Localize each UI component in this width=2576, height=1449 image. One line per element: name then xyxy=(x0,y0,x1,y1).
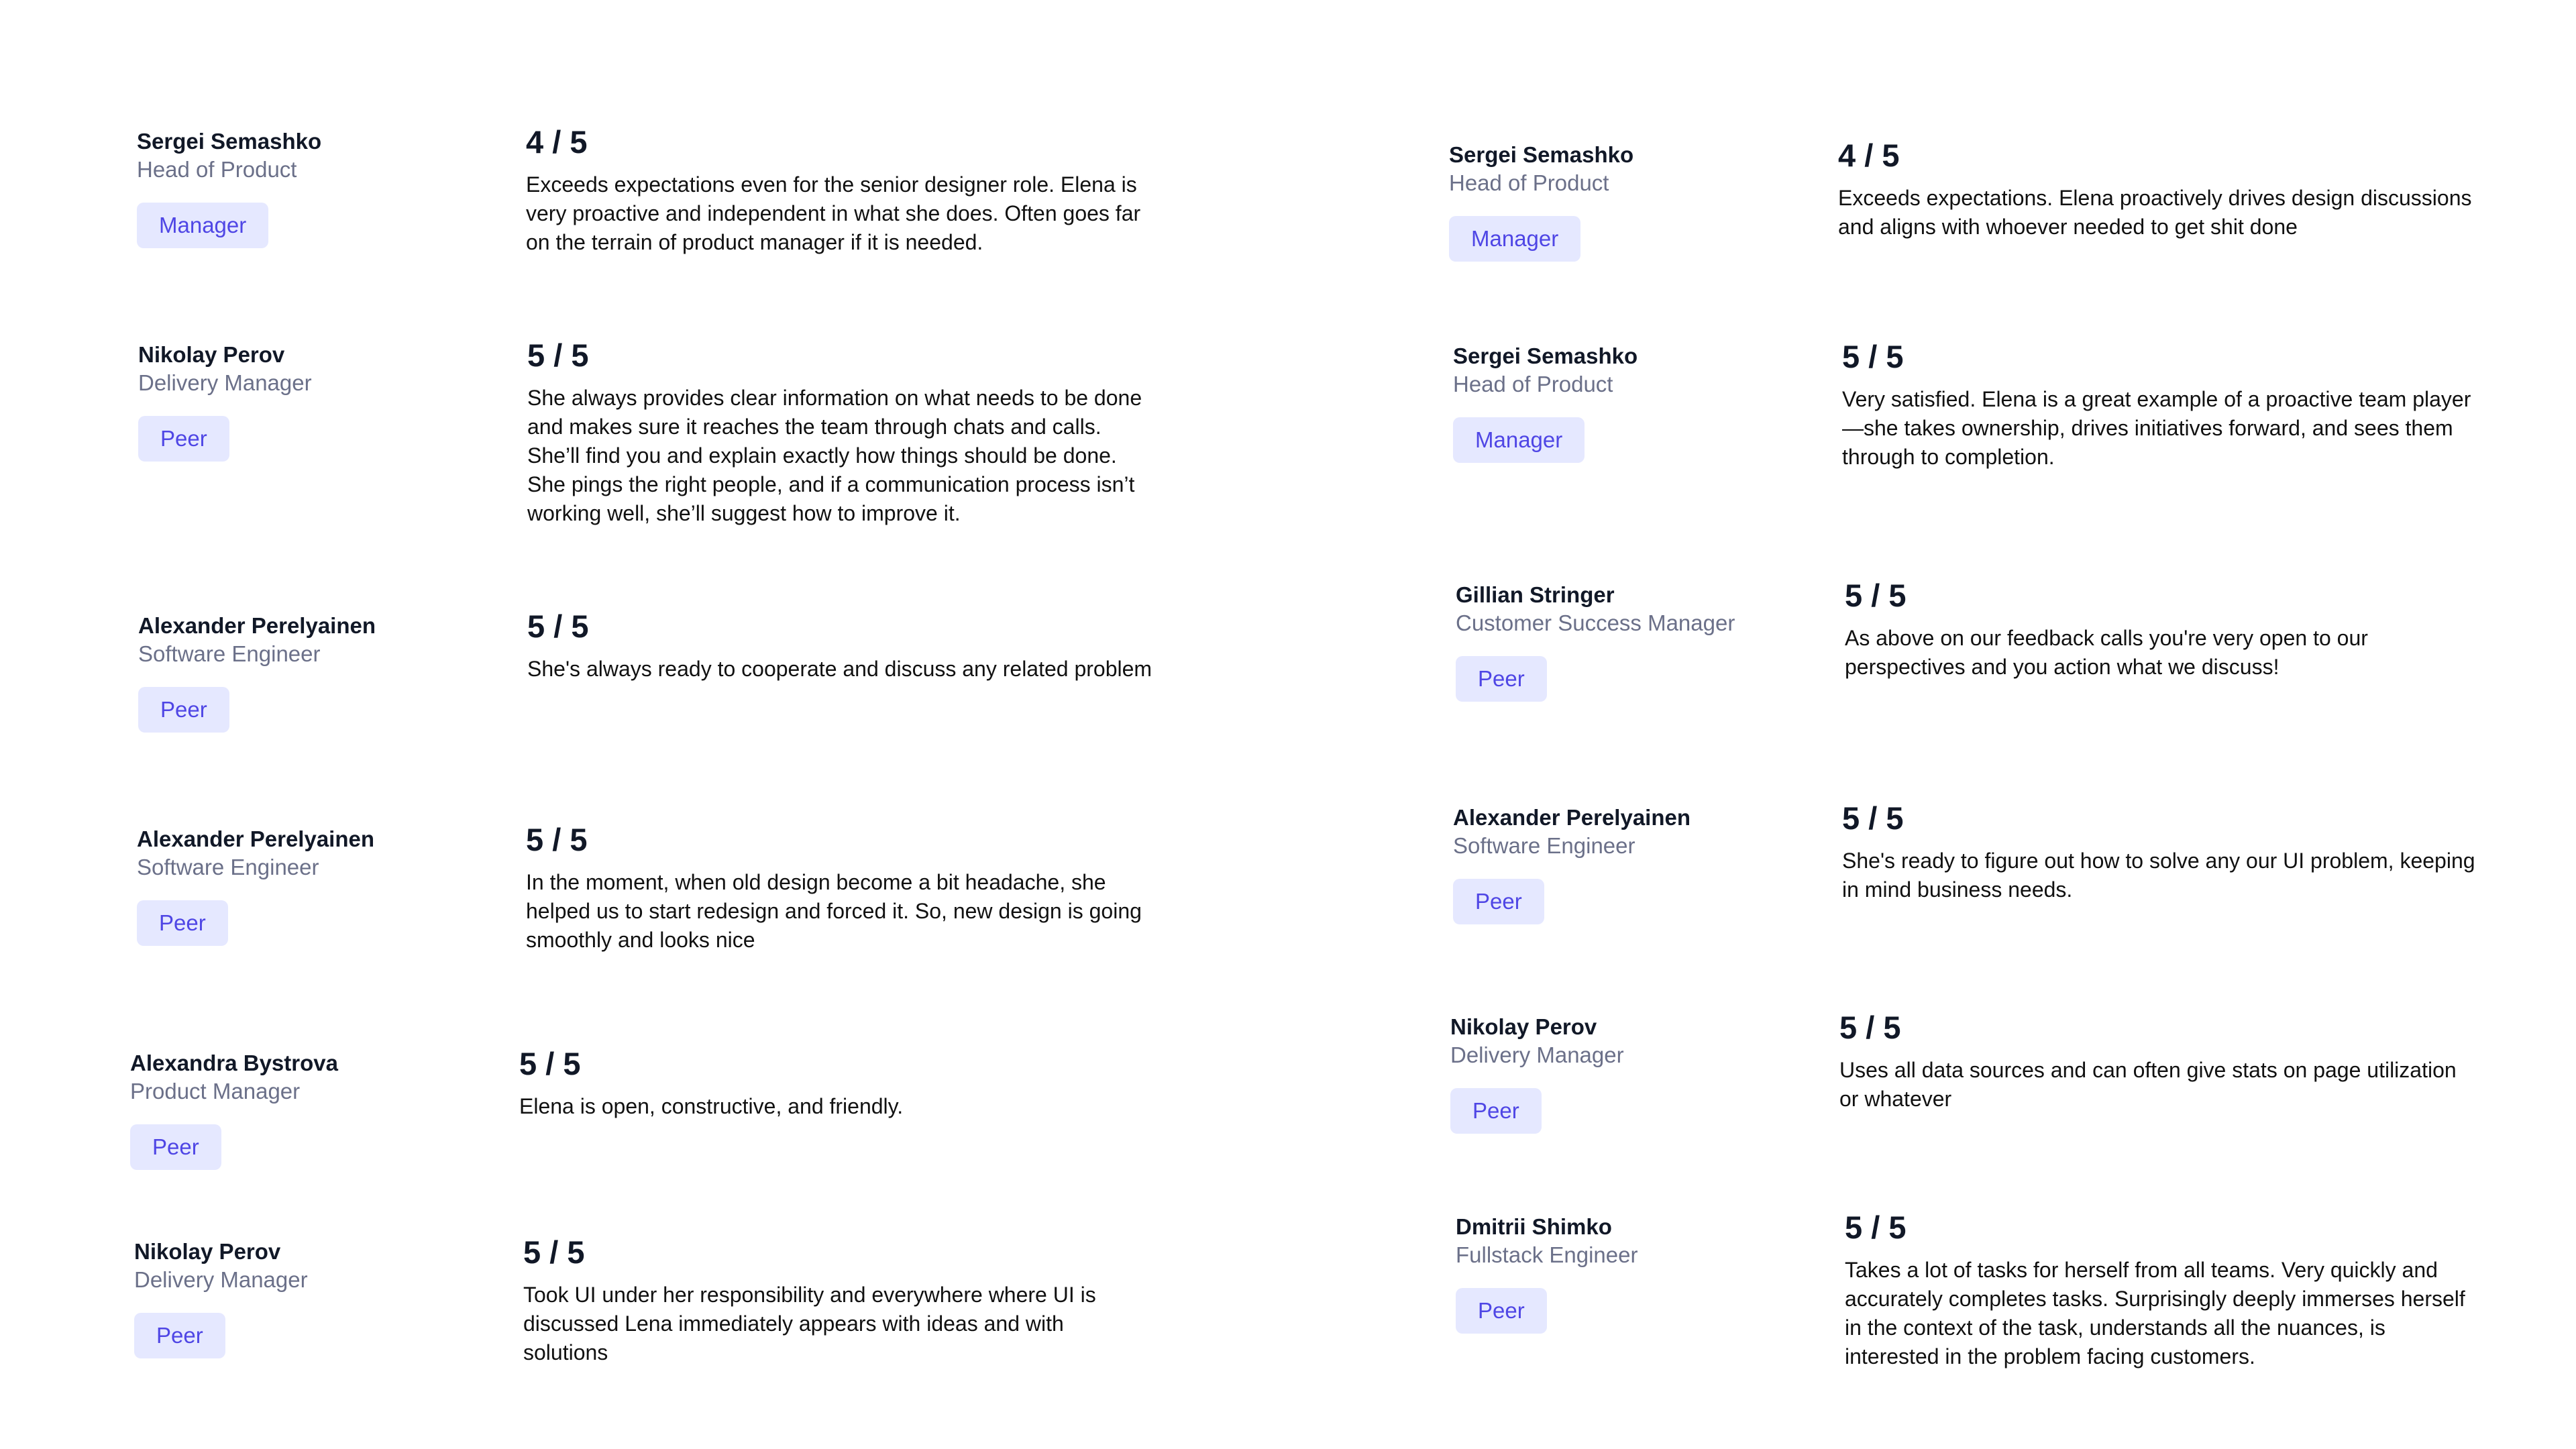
reviewer-name: Nikolay Perov xyxy=(138,342,285,367)
review-score: 5 / 5 xyxy=(1842,339,1904,374)
reviewer-name: Sergei Semashko xyxy=(1453,343,1638,368)
review-score: 4 / 5 xyxy=(526,124,588,160)
reviewer-role: Head of Product xyxy=(137,157,297,182)
reviewer-name: Sergei Semashko xyxy=(1449,142,1634,167)
review-score: 5 / 5 xyxy=(1839,1010,1901,1045)
relation-badge: Peer xyxy=(1456,656,1547,702)
review-score: 5 / 5 xyxy=(519,1046,581,1081)
reviewer-role: Customer Success Manager xyxy=(1456,610,1735,635)
reviewer-role: Delivery Manager xyxy=(1450,1042,1624,1067)
reviewer-role: Software Engineer xyxy=(138,641,321,666)
reviewer-name: Alexander Perelyainen xyxy=(138,613,376,638)
review-feedback xyxy=(1839,1010,2477,1114)
reviewer-info xyxy=(138,612,474,733)
relation-badge: Peer xyxy=(130,1124,221,1170)
relation-badge: Peer xyxy=(1450,1088,1542,1134)
review-comment: Uses all data sources and can often give stats on page utilization or whatever xyxy=(1839,1058,2457,1111)
review-comment: Very satisfied. Elena is a great example of a proactive team player—she takes ownership, drives initiatives forward, and sees them through to completion. xyxy=(1842,387,2471,469)
review-score: 5 / 5 xyxy=(1845,1210,1907,1245)
reviewer-name: Nikolay Perov xyxy=(1450,1014,1597,1039)
reviewer-role: Delivery Manager xyxy=(138,370,312,395)
reviewer-name: Nikolay Perov xyxy=(134,1239,281,1264)
reviewer-info xyxy=(137,825,472,946)
review-comment: Exceeds expectations. Elena proactively drives design discussions and aligns with whoever needed to get shit done xyxy=(1838,186,2472,239)
relation-badge: Peer xyxy=(134,1313,225,1358)
relation-badge: Manager xyxy=(137,203,268,248)
reviewer-name: Dmitrii Shimko xyxy=(1456,1214,1612,1239)
review-feedback xyxy=(526,822,1157,955)
review-score: 5 / 5 xyxy=(526,822,588,857)
reviewer-name: Sergei Semashko xyxy=(137,129,322,154)
review-comment: Elena is open, constructive, and friendly. xyxy=(519,1094,904,1118)
review-feedback xyxy=(527,337,1158,528)
review-comment: Exceeds expectations even for the senior designer role. Elena is very proactive and independent in what she does. Often goes far on the terrain of product manager if it is needed. xyxy=(526,172,1141,254)
feedback-column-right xyxy=(1449,0,2576,1449)
reviewer-info xyxy=(130,1049,466,1170)
reviewer-info xyxy=(1456,581,1791,702)
reviewer-info xyxy=(1453,804,1788,924)
relation-badge: Peer xyxy=(1456,1288,1547,1334)
review-comment: Took UI under her responsibility and everywhere where UI is discussed Lena immediately appears with ideas and with solutions xyxy=(523,1283,1096,1364)
reviewer-name: Alexandra Bystrova xyxy=(130,1051,338,1075)
reviewer-role: Product Manager xyxy=(130,1079,301,1104)
review-feedback xyxy=(526,124,1157,257)
relation-badge: Manager xyxy=(1453,417,1585,463)
reviewer-info xyxy=(138,341,474,462)
review-comment: In the moment, when old design become a bit headache, she helped us to start redesign and forced it. So, new design is going smoothly and looks nice xyxy=(526,870,1142,952)
reviewer-role: Delivery Manager xyxy=(134,1267,308,1292)
review-feedback xyxy=(527,608,1158,684)
relation-badge: Peer xyxy=(1453,879,1544,924)
reviewer-name: Alexander Perelyainen xyxy=(1453,805,1691,830)
review-comment: Takes a lot of tasks for herself from all teams. Very quickly and accurately completes tasks. Surprisingly deeply immerses herself in the context of the task, understands all the nuances, is interested in the problem facing customers. xyxy=(1845,1258,2465,1368)
reviewer-info xyxy=(134,1238,470,1358)
review-score: 5 / 5 xyxy=(523,1234,585,1270)
reviewer-role: Software Engineer xyxy=(137,855,319,879)
review-feedback xyxy=(519,1046,1150,1121)
reviewer-role: Software Engineer xyxy=(1453,833,1635,858)
review-feedback xyxy=(1845,578,2482,682)
reviewer-info xyxy=(1449,141,1784,262)
review-feedback xyxy=(523,1234,1154,1367)
review-feedback xyxy=(1842,339,2479,472)
relation-badge: Peer xyxy=(137,900,228,946)
reviewer-info xyxy=(1453,342,1788,463)
reviewer-role: Fullstack Engineer xyxy=(1456,1242,1638,1267)
review-feedback xyxy=(1838,138,2475,241)
review-feedback xyxy=(1842,800,2479,904)
review-comment: She's always ready to cooperate and discuss any related problem xyxy=(527,657,1152,681)
review-score: 5 / 5 xyxy=(1842,800,1904,836)
reviewer-name: Gillian Stringer xyxy=(1456,582,1615,607)
feedback-column-left xyxy=(127,0,1268,1449)
reviewer-info xyxy=(137,127,472,248)
review-score: 5 / 5 xyxy=(527,337,589,373)
reviewer-info xyxy=(1456,1213,1791,1334)
relation-badge: Manager xyxy=(1449,216,1580,262)
relation-badge: Peer xyxy=(138,416,229,462)
review-comment: She's ready to figure out how to solve any our UI problem, keeping in mind business needs. xyxy=(1842,849,2475,902)
review-comment: She always provides clear information on what needs to be done and makes sure it reaches the team through chats and calls. She’ll find you and explain exactly how things should be done. She pings the right people, and if a communication process isn’t working well, she’ll suggest how to improve it. xyxy=(527,386,1142,525)
reviewer-info xyxy=(1450,1013,1786,1134)
review-feedback xyxy=(1845,1210,2482,1371)
relation-badge: Peer xyxy=(138,687,229,733)
reviewer-name: Alexander Perelyainen xyxy=(137,826,375,851)
reviewer-role: Head of Product xyxy=(1449,170,1609,195)
review-score: 5 / 5 xyxy=(1845,578,1907,613)
reviewer-role: Head of Product xyxy=(1453,372,1613,396)
review-score: 4 / 5 xyxy=(1838,138,1900,173)
review-score: 5 / 5 xyxy=(527,608,589,644)
review-comment: As above on our feedback calls you're very open to our perspectives and you action what we discuss! xyxy=(1845,626,2368,679)
